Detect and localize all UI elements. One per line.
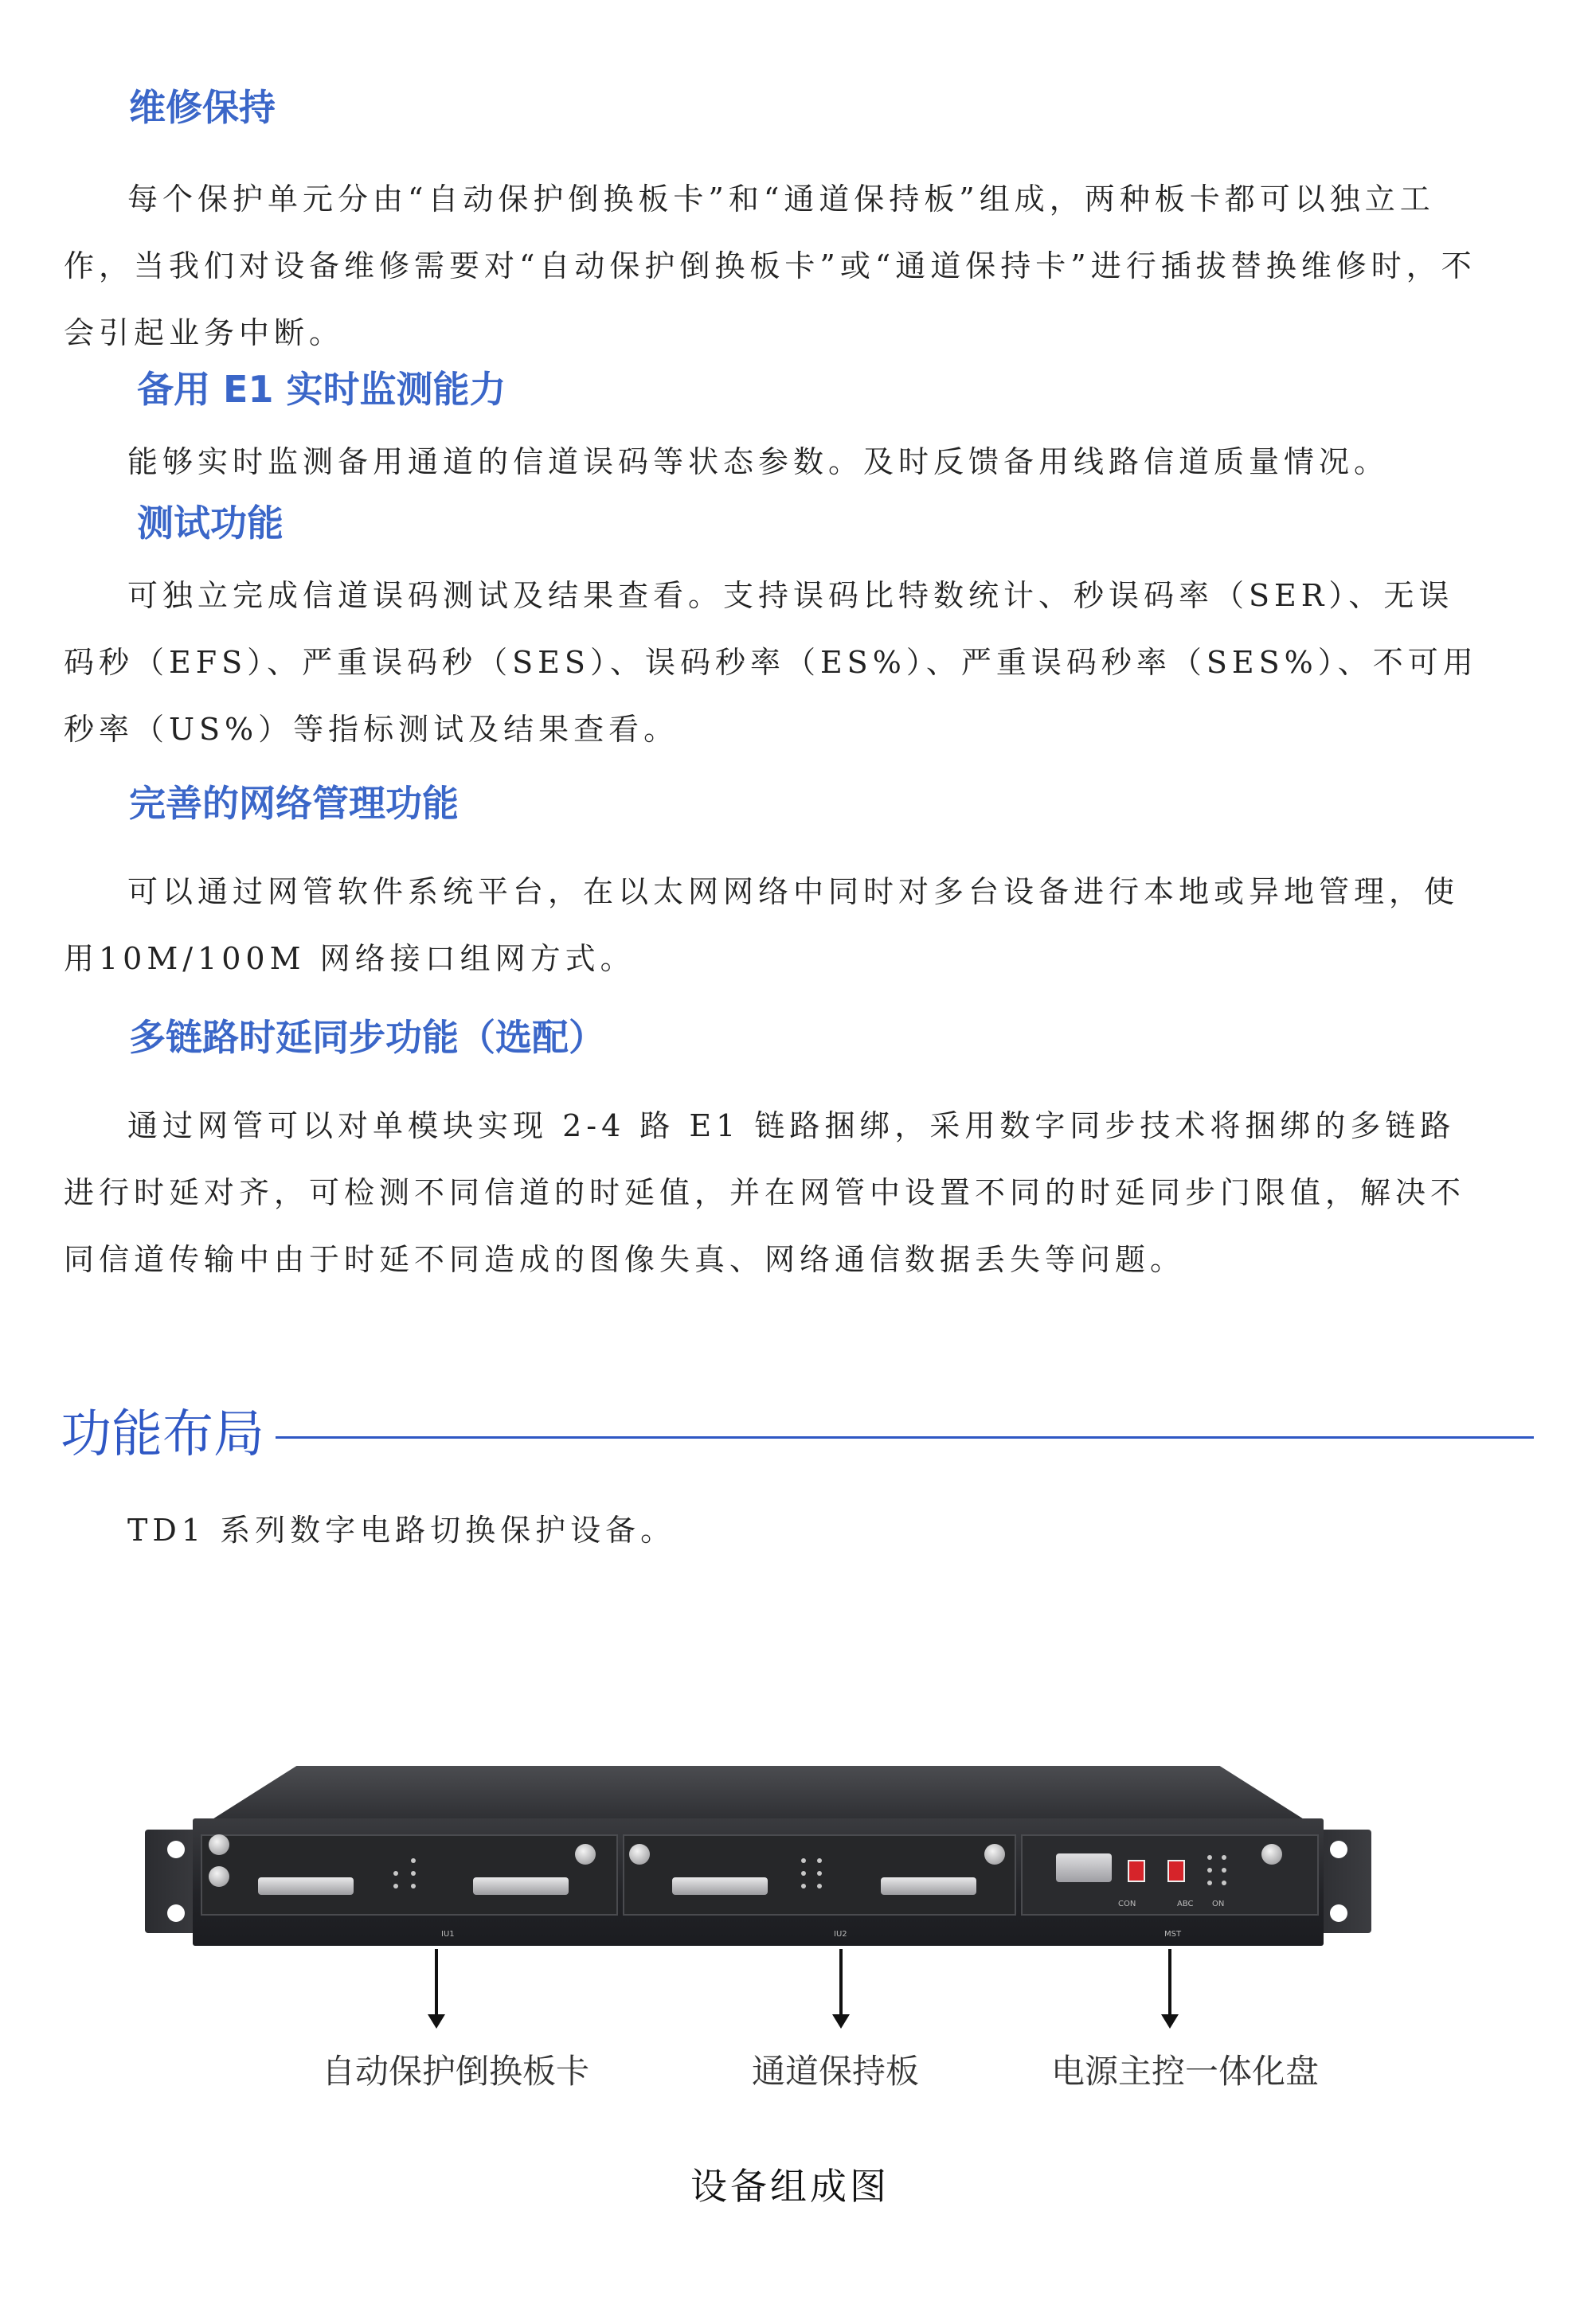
led-icon <box>817 1871 822 1876</box>
section-header-layout <box>61 1403 1534 1467</box>
screw-icon <box>1261 1844 1282 1865</box>
led-icon <box>1207 1855 1212 1860</box>
label-con: CON <box>1118 1900 1136 1908</box>
console-port-icon <box>1056 1853 1112 1882</box>
led-icon <box>1222 1855 1226 1860</box>
paragraph-testing: 可独立完成信道误码测试及结果查看。支持误码比特数统计、秒误码率（SER）、无误码秒（EFS）、严重误码秒（SES）、误码秒率（ES%）、严重误码秒率（SES%）、不可用秒率（US%）等指标测试及结果查看。 <box>64 578 1478 747</box>
slot-channel-hold-card <box>623 1834 1016 1916</box>
section-title: 功能布局 <box>61 1403 274 1467</box>
card-handle <box>473 1877 569 1895</box>
device-figure <box>145 1766 1371 1957</box>
arrow-down-icon <box>839 1949 843 2017</box>
card-handle <box>881 1877 976 1895</box>
led-icon <box>393 1871 398 1876</box>
callout-channel-hold: 通道保持板 <box>752 2052 920 2091</box>
label-iu2: IU2 <box>834 1930 847 1939</box>
led-icon <box>801 1858 806 1863</box>
led-icon <box>801 1871 806 1876</box>
label-mst: MST <box>1164 1930 1182 1939</box>
led-icon <box>411 1858 416 1863</box>
power-switch-icon <box>1128 1860 1145 1882</box>
heading-maintenance: 维修保持 <box>129 86 276 129</box>
figure-caption: 设备组成图 <box>690 2165 890 2208</box>
heading-network: 完善的网络管理功能 <box>129 782 459 825</box>
card-handle <box>672 1877 768 1895</box>
led-icon <box>1207 1868 1212 1873</box>
screw-icon <box>575 1844 596 1865</box>
paragraph-network: 可以通过网管软件系统平台，在以太网网络中同时对多台设备进行本地或异地管理，使用10M/100M 网络接口组网方式。 <box>64 874 1460 976</box>
paragraph-maintenance: 每个保护单元分由“自动保护倒换板卡”和“通道保持板”组成，两种板卡都可以独立工作，当我们对设备维修需要对“自动保护倒换板卡”或“通道保持卡”进行插拔替换维修时，不会引起业务中断。 <box>64 182 1476 350</box>
chassis-top <box>209 1766 1308 1822</box>
label-abc: ABC <box>1177 1900 1194 1908</box>
led-icon <box>1222 1868 1226 1873</box>
led-icon <box>801 1884 806 1888</box>
led-icon <box>393 1884 398 1888</box>
led-icon <box>817 1884 822 1888</box>
callout-protection-card: 自动保护倒换板卡 <box>322 2052 590 2091</box>
heading-testing: 测试功能 <box>137 502 284 545</box>
screw-icon <box>629 1844 650 1865</box>
screw-icon <box>984 1844 1005 1865</box>
heading-monitoring: 备用 E1 实时监测能力 <box>137 368 506 411</box>
paragraph-monitoring: 能够实时监测备用通道的信道误码等状态参数。及时反馈备用线路信道质量情况。 <box>127 444 1390 479</box>
power-switch-icon <box>1167 1860 1185 1882</box>
paragraph-sync: 通过网管可以对单模块实现 2-4 路 E1 链路捆绑，采用数字同步技术将捆绑的多链路进行时延对齐，可检测不同信道的时延值，并在网管中设置不同的时延同步门限值，解决不同信道传输中由于时延不同造成的图像失真、网络通信数据丢失等问题。 <box>64 1108 1466 1277</box>
callout-power-control: 电源主控一体化盘 <box>1051 2052 1320 2091</box>
led-icon <box>817 1858 822 1863</box>
heading-sync: 多链路时延同步功能（选配） <box>129 1016 605 1059</box>
screw-icon <box>209 1866 229 1887</box>
screw-icon <box>209 1834 229 1855</box>
led-icon <box>411 1871 416 1876</box>
led-icon <box>1222 1881 1226 1885</box>
front-panel <box>193 1818 1324 1946</box>
led-icon <box>411 1884 416 1888</box>
layout-intro: TD1 系列数字电路切换保护设备。 <box>127 1513 676 1548</box>
slot-power-control <box>1021 1834 1319 1916</box>
led-icon <box>1207 1881 1212 1885</box>
label-on: ON <box>1212 1900 1225 1908</box>
card-handle <box>258 1877 354 1895</box>
arrow-down-icon <box>1168 1949 1171 2017</box>
arrow-down-icon <box>435 1949 438 2017</box>
section-divider <box>276 1436 1534 1439</box>
slot-protection-card <box>201 1834 618 1916</box>
label-iu1: IU1 <box>441 1930 455 1939</box>
